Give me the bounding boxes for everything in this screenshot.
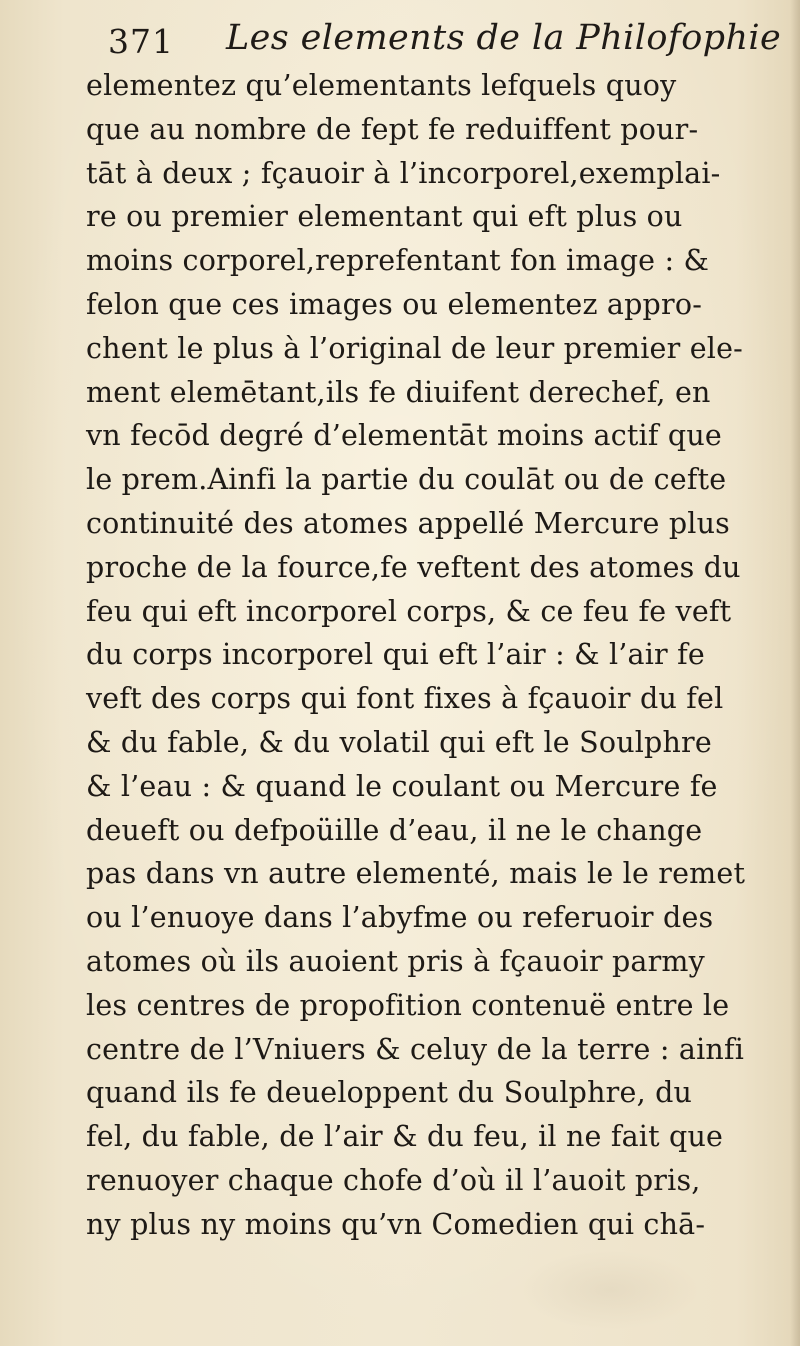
text-line: ou l’enuoye dans l’abyfme ou referuoir des (86, 901, 714, 935)
text-line: & l’eau : & quand le coulant ou Mercure fe (86, 769, 718, 803)
text-line: tāt à deux ; fçauoir à l’incorporel,exemplai- (86, 156, 721, 190)
text-line: renuoyer chaque chofe d’où il l’auoit pris, (86, 1163, 701, 1197)
text-line: re ou premier elementant qui eft plus ou (86, 200, 683, 234)
text-line: moins corporel,reprefentant fon image : & (86, 244, 710, 278)
bleed-through-shadow (520, 1250, 700, 1330)
text-line: deueft ou defpoüille d’eau, il ne le change (86, 813, 703, 847)
running-title: Les elements de la Philofophie (226, 18, 782, 58)
text-line: pas dans vn autre elementé, mais le le remet (86, 857, 746, 891)
page-number: 371 (108, 22, 174, 61)
text-line: proche de la fource,fe veftent des atomes du (86, 550, 741, 584)
text-line: ny plus ny moins qu’vn Comedien qui chā- (86, 1207, 706, 1241)
text-line: veft des corps qui font fixes à fçauoir du fel (86, 682, 724, 716)
text-line: fel, du fable, de l’air & du feu, il ne fait que (86, 1120, 724, 1154)
text-line: quand ils fe deueloppent du Soulphre, du (86, 1076, 693, 1110)
text-line: les centres de propofition contenuë entre le (86, 988, 730, 1022)
text-line: vn fecōd degré d’elementāt moins actif que (86, 419, 722, 453)
text-line: continuité des atomes appellé Mercure plus (86, 506, 730, 540)
page-edge-shadow (790, 0, 800, 1346)
text-line: atomes où ils auoient pris à fçauoir parmy (86, 944, 705, 978)
text-line: du corps incorporel qui eft l’air : & l’air fe (86, 638, 705, 672)
body-text (86, 64, 786, 1247)
text-line: ment elemētant,ils fe diuifent derechef, en (86, 375, 711, 409)
text-line: centre de l’Vniuers & celuy de la terre : ainfi (86, 1032, 745, 1066)
text-line: feu qui eft incorporel corps, & ce feu fe veft (86, 594, 732, 628)
page-header (84, 12, 782, 66)
text-line: & du fable, & du volatil qui eft le Soulphre (86, 725, 712, 759)
text-line: elementez qu’elementants lefquels quoy (86, 69, 677, 102)
text-line: felon que ces images ou elementez appro- (86, 287, 703, 321)
text-line: que au nombre de fept fe reduiffent pour- (86, 112, 699, 146)
text-line: le prem.Ainfi la partie du coulāt ou de cefte (86, 463, 727, 497)
text-line: chent le plus à l’original de leur premier ele- (86, 331, 743, 365)
